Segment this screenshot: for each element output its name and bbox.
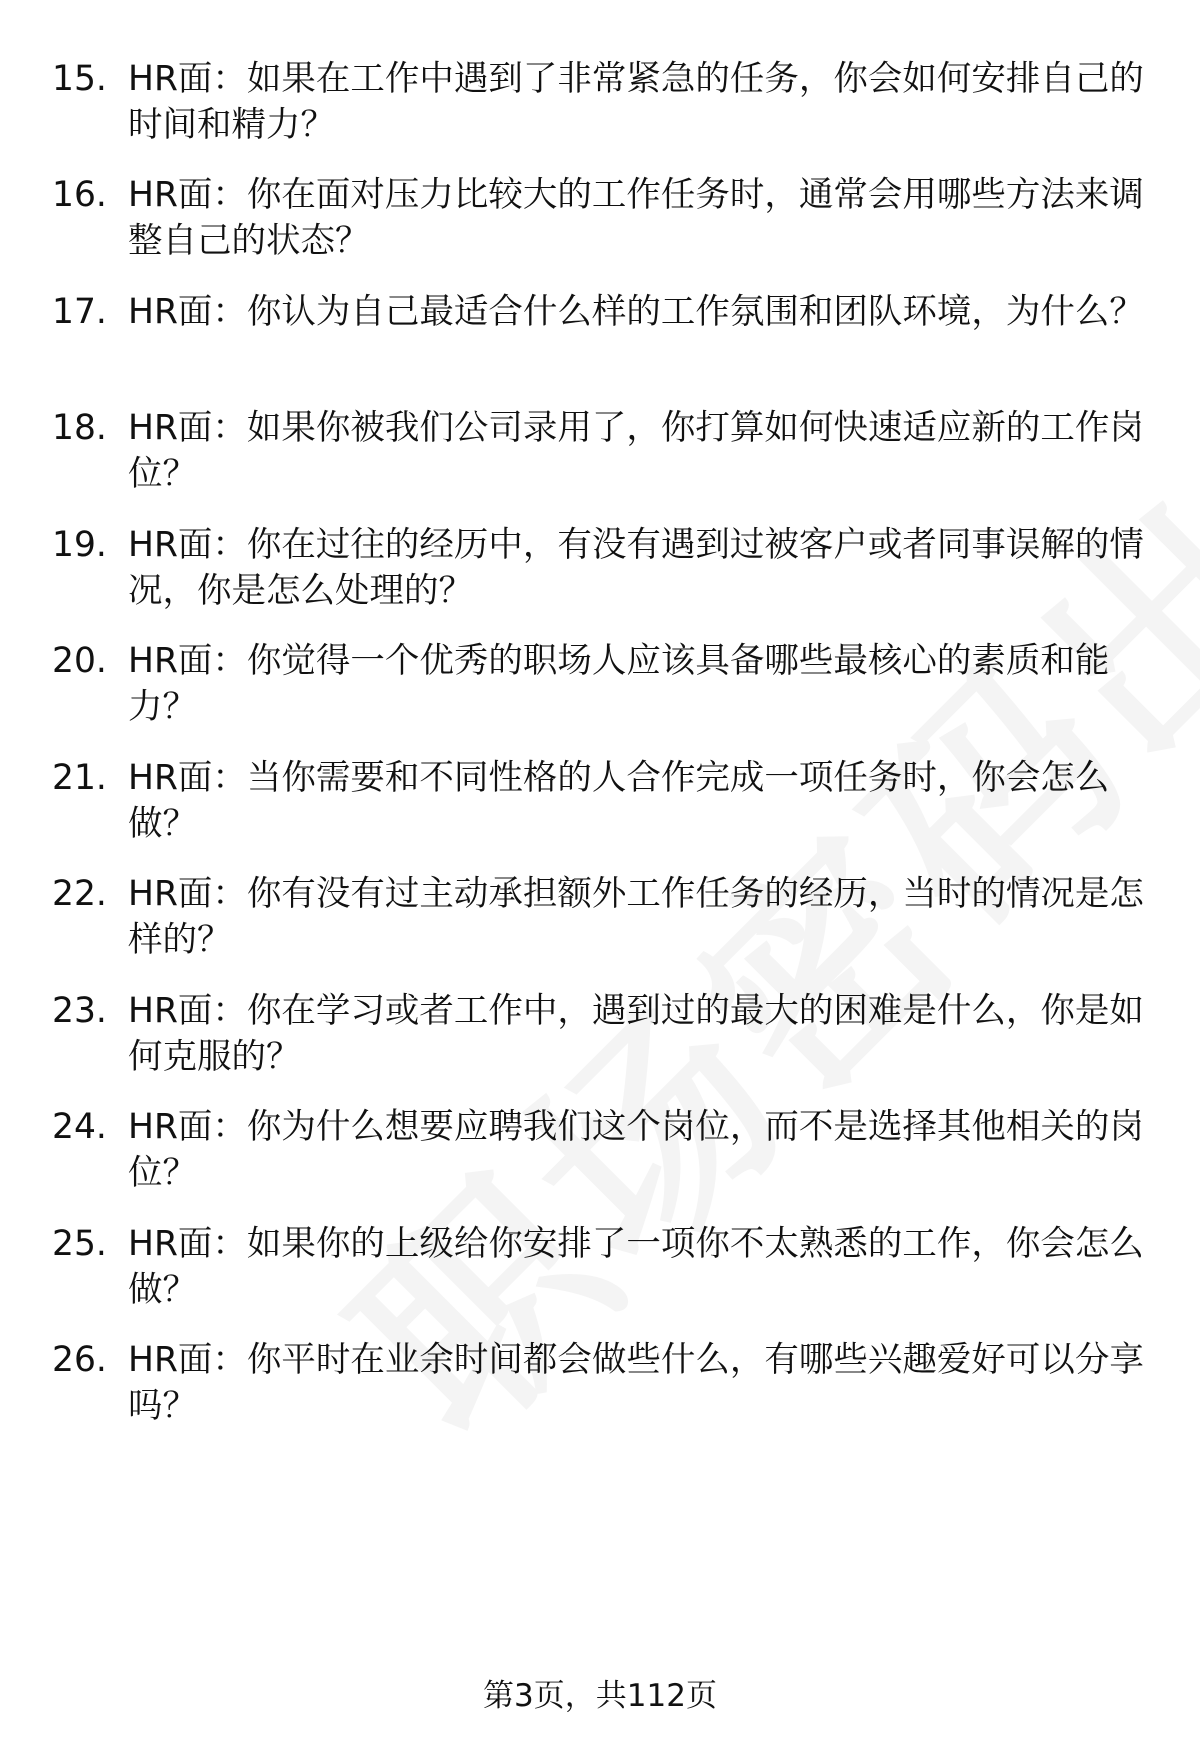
question-text: HR面：你平时在业余时间都会做些什么，有哪些兴趣爱好可以分享吗？: [128, 1340, 1144, 1426]
question-number: 23.: [52, 991, 107, 1031]
question-number: 25.: [52, 1224, 107, 1264]
question-number: 16.: [52, 175, 107, 215]
question-text: HR面：你在学习或者工作中，遇到过的最大的困难是什么，你是如何克服的？: [128, 991, 1144, 1077]
question-text: HR面：你觉得一个优秀的职场人应该具备哪些最核心的素质和能力？: [128, 641, 1110, 727]
question-text: HR面：你认为自己最适合什么样的工作氛围和团队环境，为什么？: [128, 292, 1144, 332]
page-footer: [0, 1676, 1200, 1716]
question-text: HR面：当你需要和不同性格的人合作完成一项任务时，你会怎么做？: [128, 758, 1110, 844]
question-number: 26.: [52, 1340, 107, 1380]
question-text: HR面：如果你的上级给你安排了一项你不太熟悉的工作，你会怎么做？: [128, 1224, 1144, 1310]
question-number: 19.: [52, 525, 107, 565]
question-text: HR面：你在过往的经历中，有没有遇到过被客户或者同事误解的情况，你是怎么处理的？: [128, 525, 1144, 611]
question-text: HR面：如果在工作中遇到了非常紧急的任务，你会如何安排自己的时间和精力？: [128, 59, 1144, 145]
question-text: HR面：你为什么想要应聘我们这个岗位，而不是选择其他相关的岗位？: [128, 1107, 1144, 1193]
question-number: 24.: [52, 1107, 107, 1147]
question-number: 21.: [52, 758, 107, 798]
question-text: HR面：你有没有过主动承担额外工作任务的经历，当时的情况是怎样的？: [128, 874, 1144, 960]
question-number: 20.: [52, 641, 107, 681]
page-number: 第3页，共112页: [483, 1678, 717, 1714]
question-number: 15.: [52, 59, 107, 99]
question-number: 22.: [52, 874, 107, 914]
question-text: HR面：你在面对压力比较大的工作任务时，通常会用哪些方法来调整自己的状态？: [128, 175, 1144, 261]
question-text: HR面：如果你被我们公司录用了，你打算如何快速适应新的工作岗位？: [128, 408, 1144, 494]
question-number: 17.: [52, 292, 107, 332]
question-number: 18.: [52, 408, 107, 448]
